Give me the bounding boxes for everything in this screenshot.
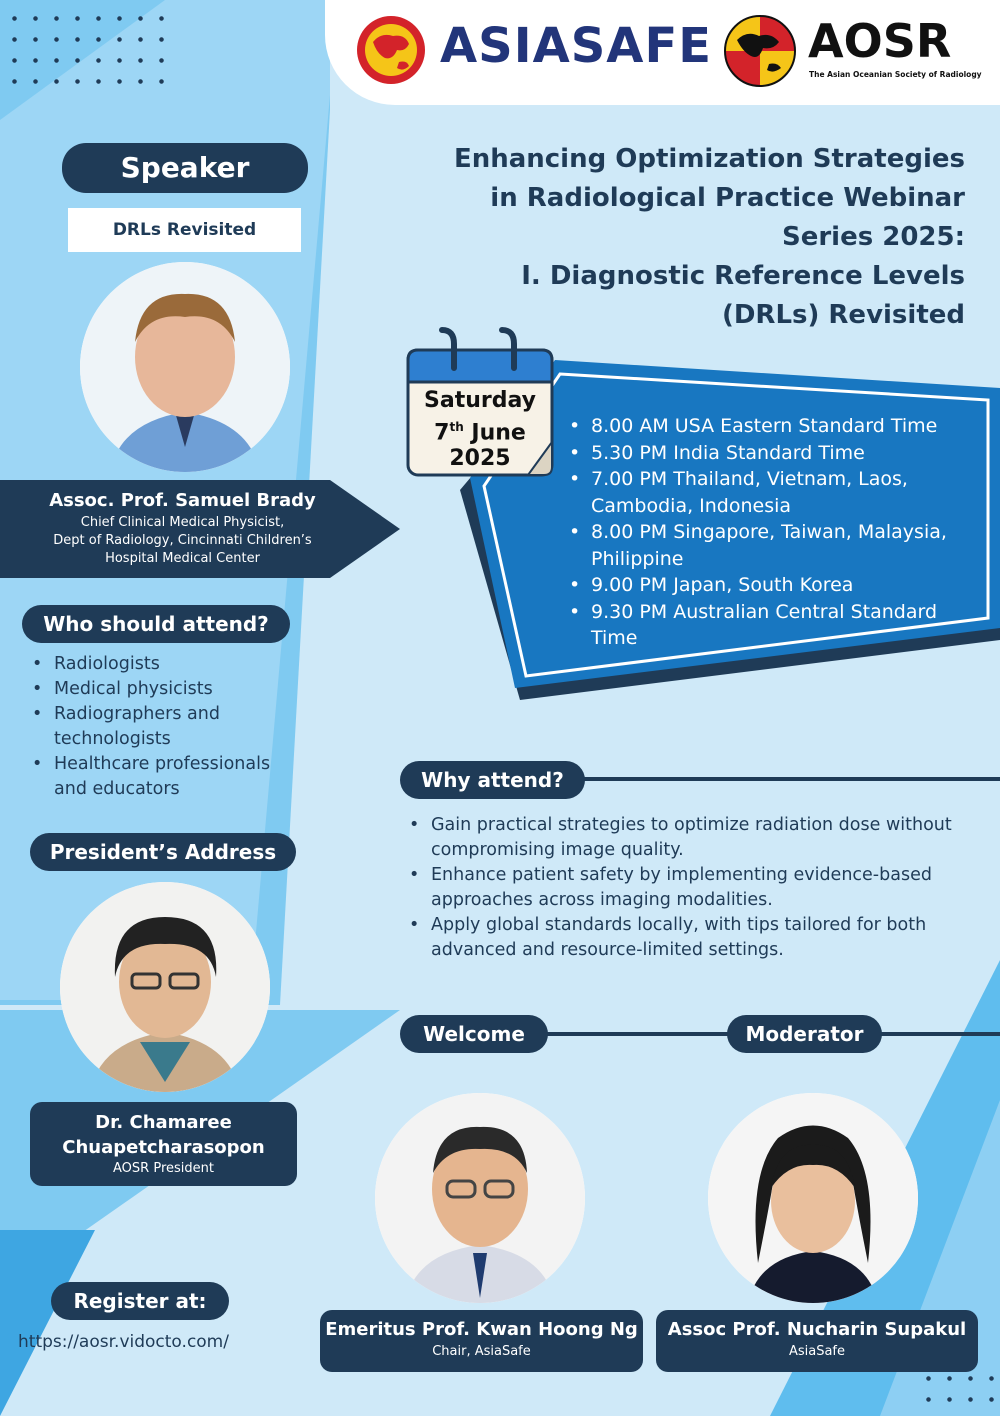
president-card: [30, 1102, 297, 1186]
welcome-name: Emeritus Prof. Kwan Hoong Ng: [325, 1319, 638, 1340]
date-weekday: Saturday: [424, 388, 536, 413]
moderator-name: Assoc Prof. Nucharin Supakul: [667, 1319, 967, 1340]
speaker-role: Hospital Medical Center: [105, 551, 260, 566]
header-bar: [325, 0, 1000, 105]
title-line: Series 2025:: [781, 222, 965, 252]
webinar-title: [420, 140, 965, 335]
audience-list-container: [28, 652, 308, 802]
president-role: AOSR President: [113, 1161, 214, 1176]
moderator-card: [656, 1310, 978, 1372]
speaker-topic: DRLs Revisited: [68, 208, 301, 252]
welcome-avatar-icon: [375, 1093, 585, 1303]
register-label: Register at:: [51, 1282, 229, 1320]
aosr-subtitle: The Asian Oceanian Society of Radiology: [809, 70, 982, 79]
time-item: • 7.00 PM Thailand, Vietnam, Laos, Cambodia, Indonesia: [565, 466, 975, 519]
date-year: 2025: [449, 446, 511, 472]
title-line: (DRLs) Revisited: [721, 300, 965, 330]
president-name: Chuapetcharasopon: [62, 1137, 265, 1158]
audience-item: • Healthcare professionals and educators: [28, 752, 308, 802]
speaker-photo: [80, 262, 290, 472]
audience-label: Who should attend?: [22, 605, 290, 643]
president-name: Dr. Chamaree: [95, 1112, 232, 1133]
time-item: • 8.00 AM USA Eastern Standard Time: [565, 413, 975, 440]
aosr-wordmark: AOSR: [808, 14, 952, 68]
date-day-suffix: th: [449, 420, 464, 434]
date-day-month: [408, 414, 552, 446]
why-item: • Enhance patient safety by implementing evidence-based approaches across imaging modalities.: [405, 863, 985, 913]
president-label: President’s Address: [30, 833, 296, 871]
title-line: Enhancing Optimization Strategies: [453, 144, 965, 174]
dot-grid-bottom-right: [918, 1368, 1000, 1410]
time-list: [565, 413, 975, 652]
asiasafe-wordmark: ASIASAFE: [440, 18, 713, 74]
moderator-avatar-icon: [708, 1093, 918, 1303]
audience-list: [28, 652, 308, 802]
president-photo: [60, 882, 270, 1092]
audience-item: • Medical physicists: [28, 677, 308, 702]
aosr-logo-icon: [723, 14, 797, 88]
title-line: in Radiological Practice Webinar: [490, 183, 965, 213]
why-item: • Gain practical strategies to optimize radiation dose without compromising image quality.: [405, 813, 985, 863]
time-item: • 9.30 PM Australian Central Standard Time: [565, 599, 975, 652]
welcome-label: Welcome: [400, 1015, 548, 1053]
speaker-info: [0, 488, 365, 568]
speaker-role: Chief Clinical Medical Physicist,: [80, 515, 285, 530]
why-list: [405, 813, 985, 963]
why-divider: [570, 777, 1000, 781]
time-item: • 5.30 PM India Standard Time: [565, 440, 975, 467]
moderator-role: AsiaSafe: [788, 1344, 846, 1359]
audience-item: • Radiologists: [28, 652, 308, 677]
speaker-avatar-icon: [80, 262, 290, 472]
speaker-label: Speaker: [62, 143, 308, 193]
dot-grid-top-left: [4, 8, 172, 92]
time-list-container: [565, 413, 975, 652]
date-day: 7: [434, 420, 450, 446]
moderator-label: Moderator: [727, 1015, 882, 1053]
asiasafe-logo-icon: [355, 14, 427, 86]
speaker-name: Assoc. Prof. Samuel Brady: [49, 490, 316, 511]
time-item: • 9.00 PM Japan, South Korea: [565, 572, 975, 599]
title-line: I. Diagnostic Reference Levels: [521, 261, 965, 291]
bg-bottom-left-dark: [0, 1230, 95, 1416]
event-date: [408, 388, 552, 472]
why-label: Why attend?: [400, 761, 585, 799]
welcome-card: [320, 1310, 643, 1372]
time-item: • 8.00 PM Singapore, Taiwan, Malaysia, Philippine: [565, 519, 975, 572]
welcome-role: Chair, AsiaSafe: [432, 1344, 531, 1359]
why-item: • Apply global standards locally, with tips tailored for both advanced and resource-limited settings.: [405, 913, 985, 963]
welcome-photo: [375, 1093, 585, 1303]
why-list-container: [405, 813, 985, 963]
audience-item: • Radiographers and technologists: [28, 702, 308, 752]
register-link[interactable]: https://aosr.vidocto.com/: [18, 1332, 229, 1352]
speaker-role: Dept of Radiology, Cincinnati Children’s: [53, 533, 312, 548]
president-avatar-icon: [60, 882, 270, 1092]
moderator-photo: [708, 1093, 918, 1303]
date-month: June: [471, 420, 526, 446]
